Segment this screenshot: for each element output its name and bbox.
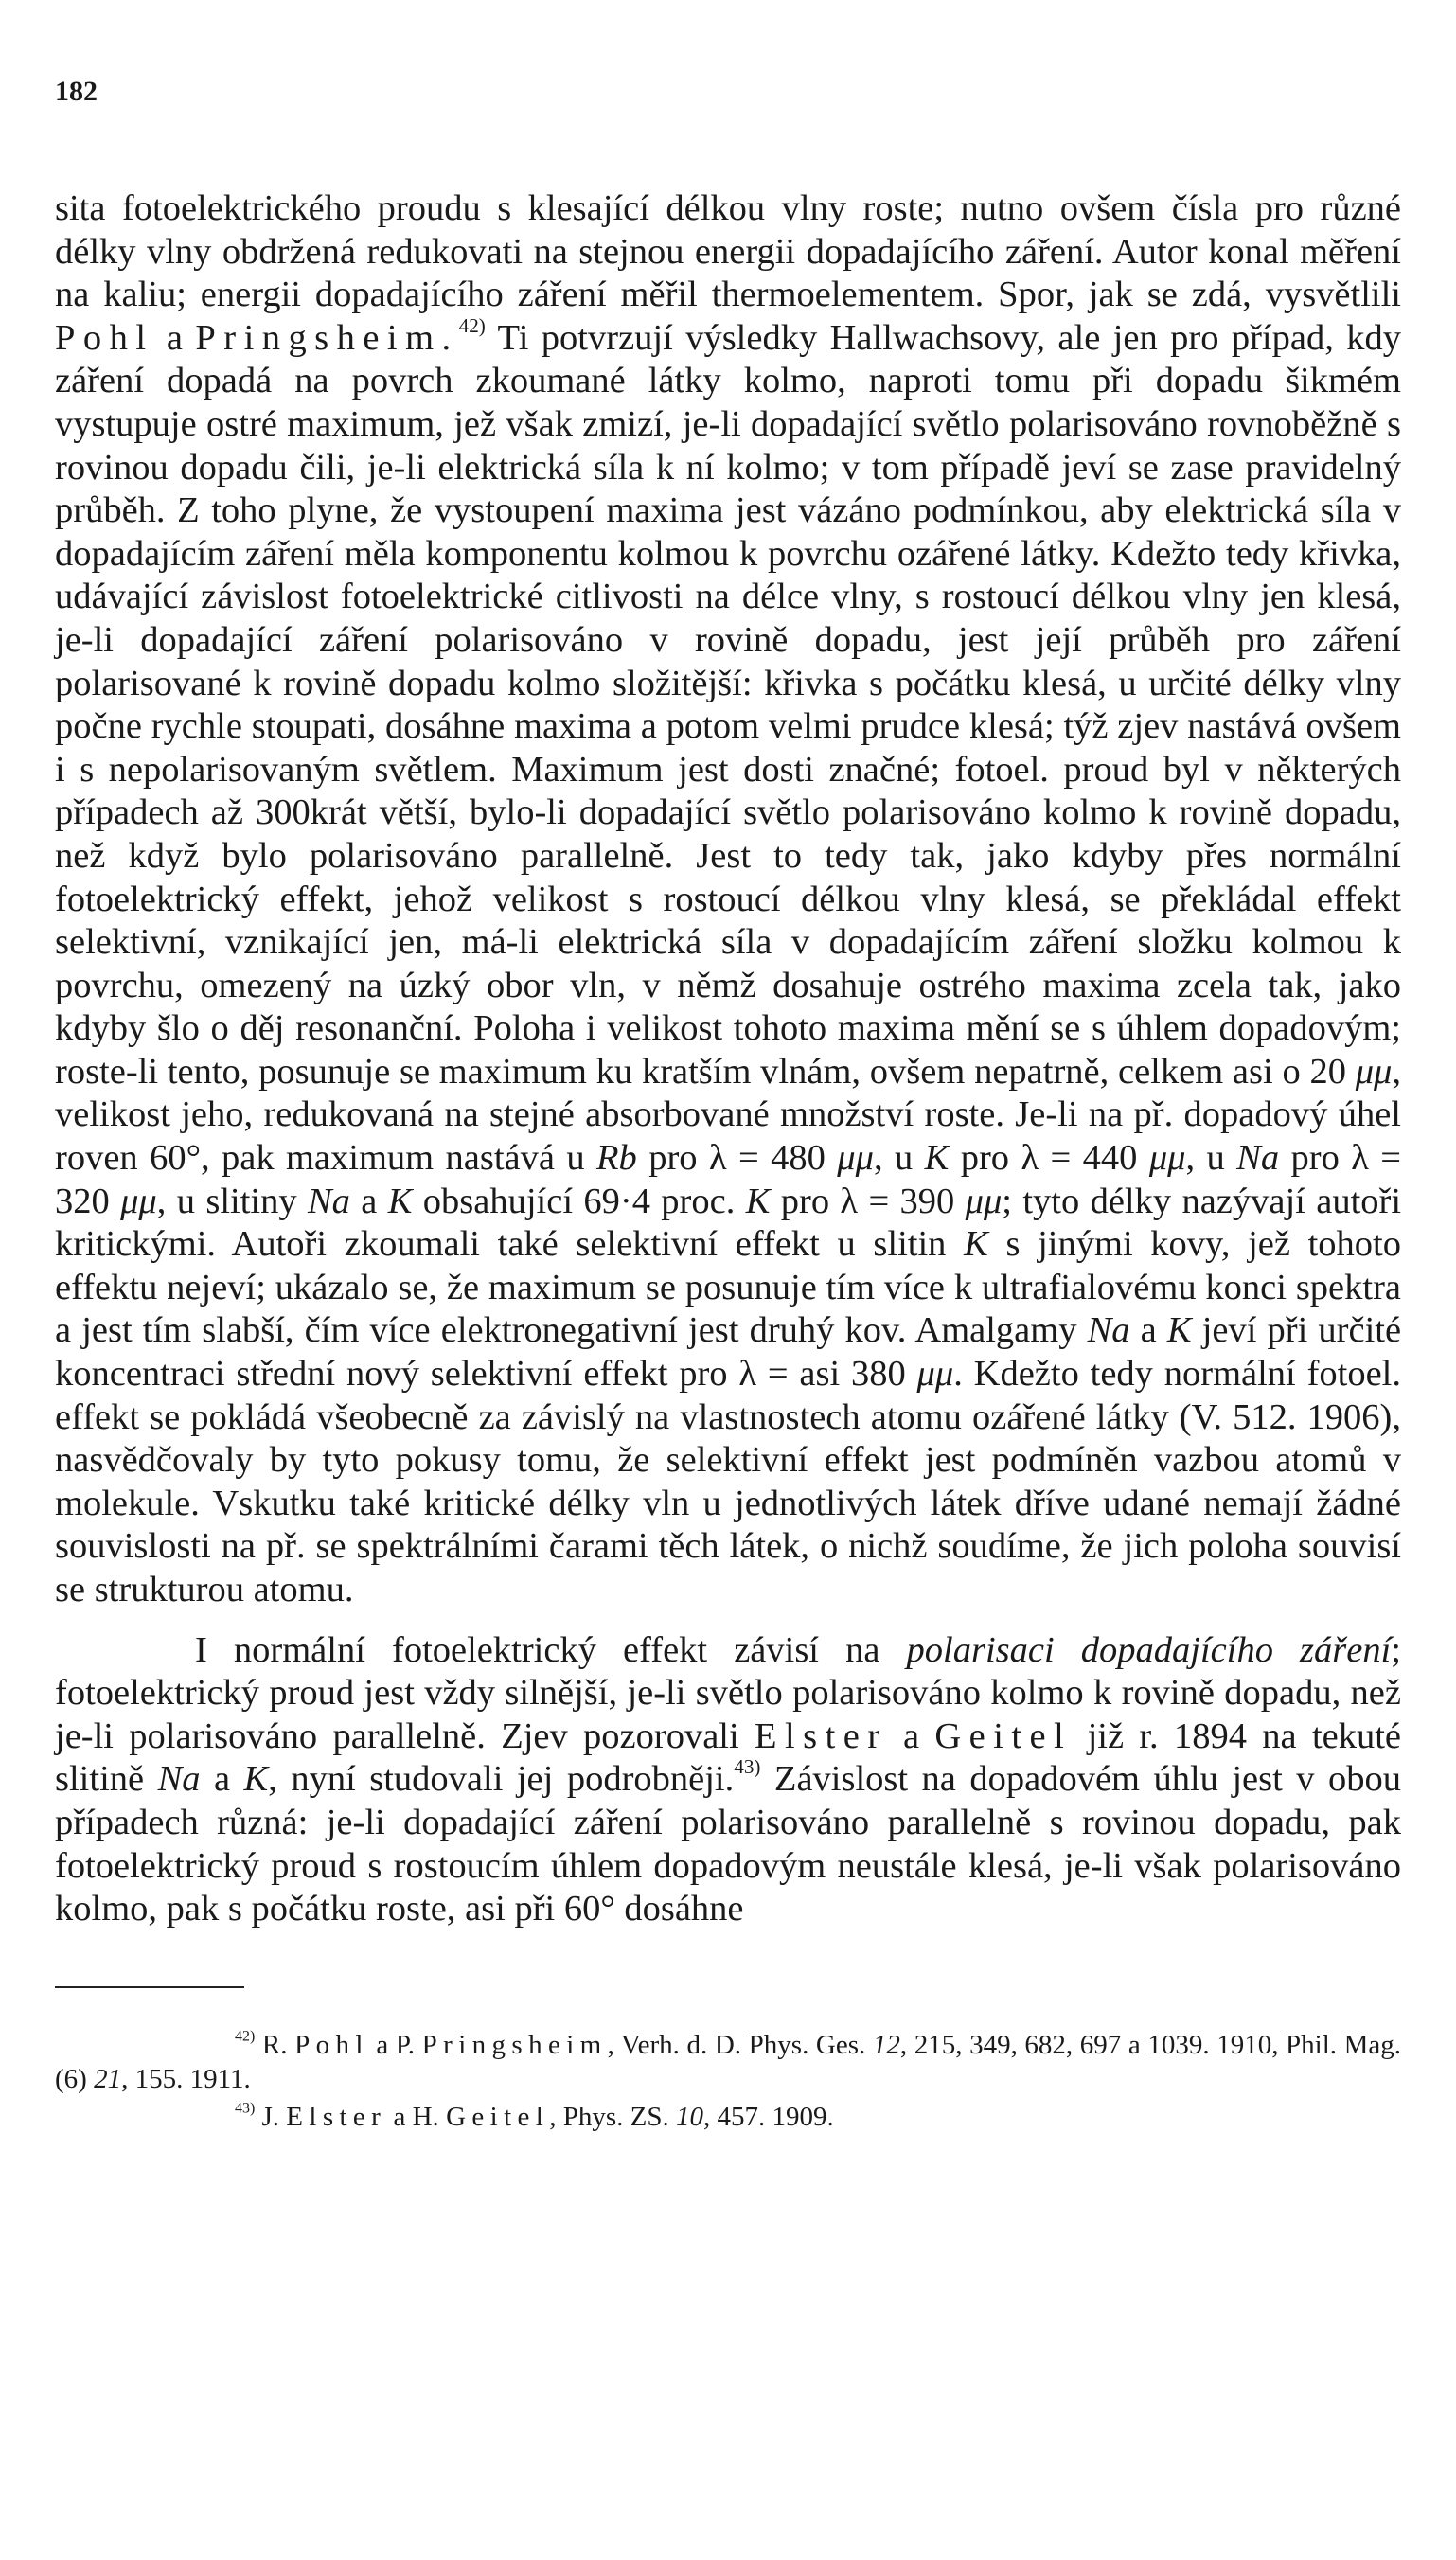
unit-symbol: μμ — [1355, 1051, 1393, 1092]
unit-symbol: μμ — [1148, 1138, 1186, 1179]
text-run: a — [166, 317, 183, 358]
element-symbol: Na — [1236, 1138, 1280, 1179]
text-run: , 457. 1909. — [702, 2101, 834, 2132]
text-run: , u — [873, 1138, 914, 1179]
element-symbol: K — [387, 1181, 413, 1221]
volume-number: 10 — [675, 2101, 703, 2132]
footnote-ref-42[interactable]: 42) — [458, 313, 486, 337]
text-run: ; fotoelektrický proud jest vždy silnější, je-li světlo polarisováno kolmo k rovině dopadu, než je-li polarisováno parallelně. Zjev pozorovali — [55, 1629, 1401, 1756]
text-run: , Verh. d. D. Phys. Ges. — [607, 2029, 866, 2060]
text-run: R. — [261, 2029, 288, 2060]
page-number: 182 — [55, 76, 98, 107]
author-name: Pringsheim — [421, 2029, 608, 2060]
paragraph-1 — [55, 187, 1401, 1612]
text-run: , u — [1185, 1138, 1225, 1179]
text-run: a — [902, 1716, 920, 1756]
unit-symbol: μμ — [916, 1354, 954, 1395]
footnote-divider — [55, 1986, 244, 1988]
text-run: , 215, 349, 682, 697 a 1039. 1910, Phil. Mag. (6) — [55, 2029, 1402, 2094]
text-run: pro λ = 390 — [780, 1181, 955, 1221]
author-name-geitel: Geitel — [934, 1716, 1073, 1756]
text-run: ; tyto délky nazývají autoři kritickými. Autoři zkoumali také selektivní effekt u slitin — [55, 1181, 1402, 1265]
text-run: jeví při určité koncentraci střední nový selektivní effekt pro λ = asi 380 — [55, 1310, 1402, 1395]
main-text — [55, 187, 1401, 1931]
text-run: I normální fotoelektrický effekt závisí na — [195, 1629, 880, 1670]
text-run: , Phys. ZS. — [549, 2101, 669, 2132]
text-run: sita fotoelektrického proudu s klesající délkou vlny roste; nutno ovšem čísla pro různé délky vlny obdržená redukovati na stejnou energii dopadajícího záření. Autor konal měření na kaliu; energii dopadajícího záření měřil thermoelementem. Spor, jak se zdá, vysvětlili — [55, 188, 1401, 315]
unit-symbol: μμ — [120, 1181, 157, 1221]
text-run: a — [213, 1759, 231, 1800]
element-symbol: Rb — [596, 1138, 637, 1179]
author-name: Elster — [286, 2101, 387, 2132]
text-run: , velikost jeho, redukovaná na stejné absorbované množství roste. Je-li na př. dopadový úhel roven 60°, pak maximum nastává u — [55, 1051, 1401, 1179]
author-name-pohl: Pohl — [55, 317, 154, 358]
text-run: a — [393, 2101, 406, 2132]
footnote-42 — [55, 2028, 1401, 2096]
text-run: , 155. 1911. — [121, 2063, 251, 2094]
text-run: pro λ = 320 — [55, 1138, 1402, 1221]
element-symbol: K — [924, 1138, 950, 1179]
element-symbol: K — [1166, 1310, 1192, 1351]
element-symbol: K — [964, 1224, 988, 1265]
footnote-marker: 43) — [235, 2100, 256, 2117]
text-run: již r. 1894 na tekuté slitině — [55, 1716, 1402, 1800]
footnote-marker: 42) — [235, 2028, 256, 2045]
text-run: , nyní studovali jej podrobněji. — [268, 1759, 735, 1800]
text-run: J. — [261, 2101, 280, 2132]
author-name: Geitel — [446, 2101, 550, 2132]
text-run: pro λ = 440 — [960, 1138, 1138, 1179]
element-symbol: Na — [307, 1181, 350, 1221]
text-run: H. — [412, 2101, 439, 2132]
footnotes — [55, 2028, 1401, 2134]
element-symbol: Na — [1087, 1310, 1130, 1351]
author-name-elster: Elster — [755, 1716, 888, 1756]
paragraph-2 — [55, 1629, 1401, 1931]
text-run: a — [361, 1181, 378, 1221]
author-name-pringsheim: Pringsheim. — [195, 317, 459, 358]
text-run: . Kdežto tedy normální fotoel. effekt se pokládá všeobecně za závislý na vlastnostech atomu ozářené látky (V. 512. 1906), nasvědčovaly by tyto pokusy tomu, že selektivní effekt jest podmíněn vazbou atomů v molekule. Vskutku také kritické délky vln u jednotlivých látek dříve udané nemají žádné souvislosti na př. se spektrálními čarami těch látek, o nichž soudíme, že jich poloha souvisí se strukturou atomu. — [55, 1354, 1401, 1609]
volume-number: 21 — [94, 2063, 122, 2094]
emphasis-polarisation: polarisaci dopadajícího záření — [906, 1629, 1392, 1670]
element-symbol: K — [243, 1759, 269, 1800]
volume-number: 12 — [872, 2029, 900, 2060]
footnote-43 — [55, 2100, 1401, 2134]
author-name: Pohl — [294, 2029, 369, 2060]
text-run: a — [376, 2029, 389, 2060]
text-run: Ti potvrzují výsledky Hallwachsovy, ale jen pro případ, kdy záření dopadá na povrch zkoumané látky kolmo, naproti tomu při dopadu šikmém vystupuje ostré maximum, jež však zmizí, je-li dopadající světlo polarisováno rovnoběžně s rovinou dopadu čili, je-li elektrická síla k ní kolmo; v tom případě jeví se zase pravidelný průběh. Z toho plyne, že vystoupení maxima jest vázáno podmínkou, aby elektrická síla v dopadajícím záření měla komponentu kolmou k povrchu ozářené látky. Kdežto tedy křivka, udávající závislost fotoelektrické citlivosti na délce vlny, s rostoucí délkou vlny jen klesá, je-li dopadající záření polarisováno v rovině dopadu, jest její průběh pro záření polarisované k rovině dopadu kolmo složitější: křivka s počátku klesá, u určité délky vlny počne rychle stoupati, dosáhne maxima a potom velmi prudce klesá; týž zjev nastává ovšem i s nepolarisovaným světlem. Maximum jest dosti značné; fotoel. proud byl v některých případech až 300krát větší, bylo-li dopadající světlo polarisováno kolmo k rovině dopadu, než když bylo polarisováno parallelně. Jest to tedy tak, jako kdyby přes normální fotoelektrický effekt, jehož velikost s rostoucí délkou vlny klesá, se překládal effekt selektivní, vznikající jen, má-li elektrická síla v dopadajícím záření složku kolmou k povrchu, omezený na úzký obor vln, v němž dosahuje ostrého maxima zcela tak, jako kdyby šlo o děj resonanční. Poloha i velikost tohoto maxima mění se s úhlem dopadovým; roste-li tento, posunuje se maximum ku kratším vlnám, ovšem nepatrně, celkem asi o 20 — [55, 317, 1401, 1092]
text-run: obsahující 69·4 proc. — [422, 1181, 736, 1221]
text-run: Závislost na dopadovém úhlu jest v obou případech různá: je-li dopadající záření polarisováno parallelně s rovinou dopadu, pak fotoelektrický proud s rostoucím úhlem dopadovým neustále klesá, je-li však polarisováno kolmo, pak s počátku roste, asi při 60° dosáhne — [55, 1759, 1402, 1929]
text-run: s jinými kovy, jež tohoto effektu nejeví; ukázalo se, že maximum se posunuje tím více k ultrafialovému konci spektra a jest tím slabší, čím více elektronegativní jest druhý kov. Amalgamy — [55, 1224, 1402, 1351]
element-symbol: K — [745, 1181, 771, 1221]
unit-symbol: μμ — [965, 1181, 1003, 1221]
footnote-ref-43[interactable]: 43) — [734, 1755, 761, 1779]
text-run: P. — [395, 2029, 416, 2060]
unit-symbol: μμ — [837, 1138, 874, 1179]
text-run: pro λ = 480 — [648, 1138, 826, 1179]
text-run: , u slitiny — [156, 1181, 297, 1221]
text-run: a — [1140, 1310, 1157, 1351]
element-symbol: Na — [157, 1759, 201, 1800]
